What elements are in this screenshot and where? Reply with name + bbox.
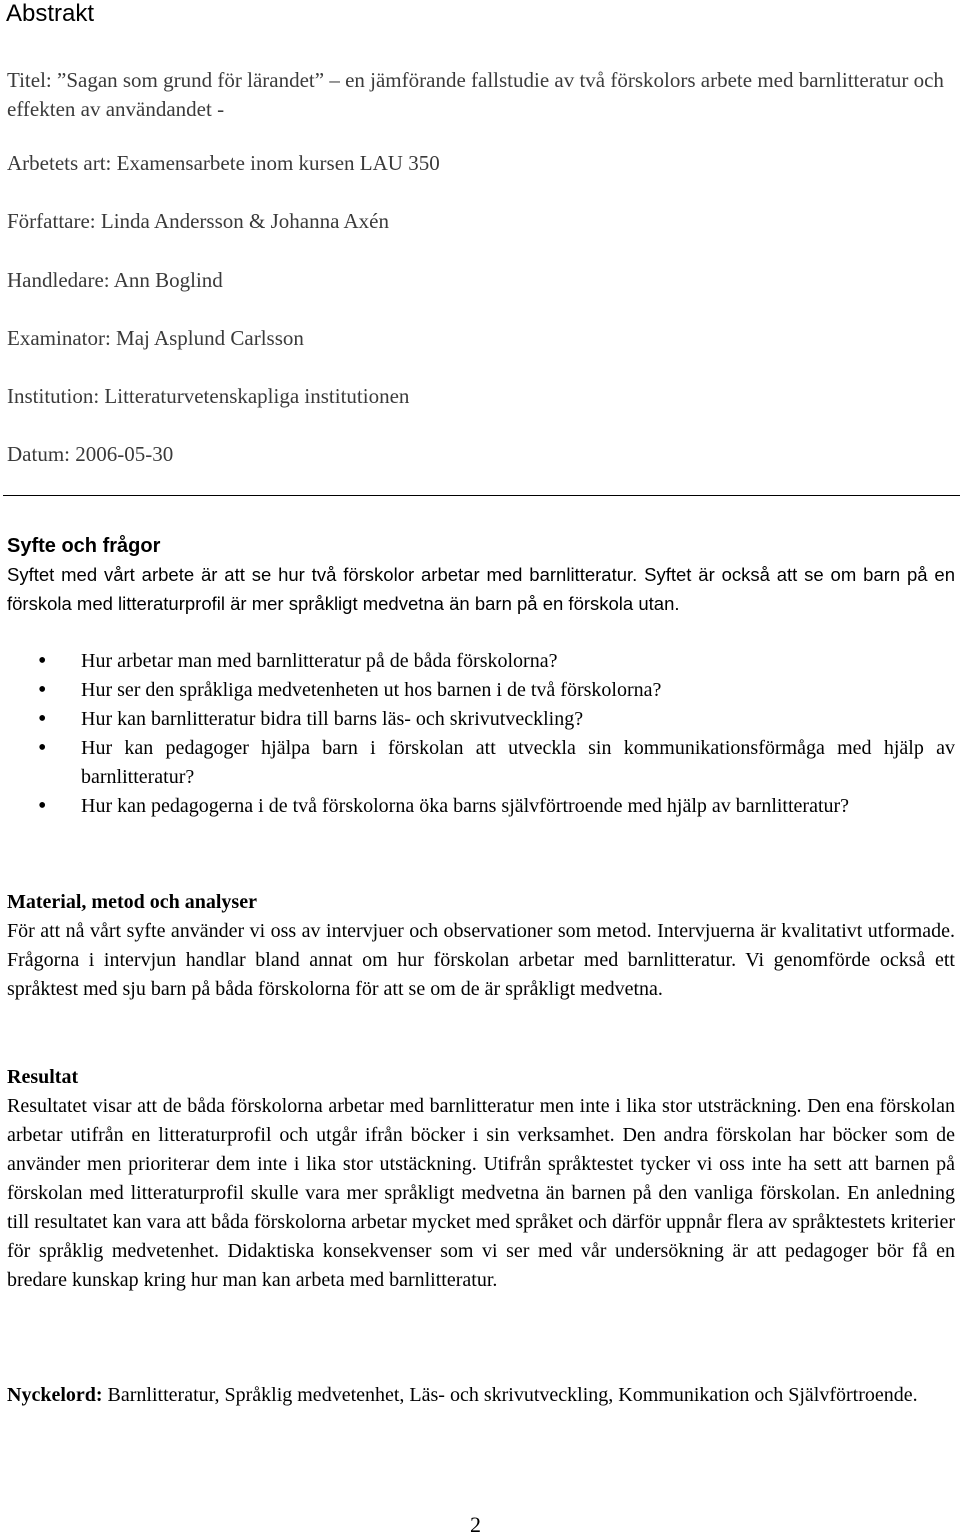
keywords-label: Nyckelord:	[7, 1384, 103, 1406]
question-item: • Hur kan pedagogerna i de två förskolorna öka barns självförtroende med hjälp av barnlitteratur?	[0, 792, 955, 821]
syfte-text: Syftet med vårt arbete är att se hur två förskolor arbetar med barnlitteratur. Syftet är också att se om barn på en förskola med litteraturprofil är mer språkligt medvetna än barn på en förskola utan.	[7, 564, 955, 614]
question-item: • Hur kan barnlitteratur bidra till barns läs- och skrivutveckling?	[0, 705, 955, 734]
resultat-heading: Resultat	[7, 1066, 79, 1088]
syfte-heading: Syfte och frågor	[7, 535, 161, 557]
meta-work-type: Arbetets art: Examensarbete inom kursen LAU 350	[7, 151, 440, 175]
question-item: • Hur ser den språkliga medvetenheten ut hos barnen i de två förskolorna?	[0, 676, 955, 705]
meta-authors: Författare: Linda Andersson & Johanna Axén	[7, 209, 389, 233]
question-list	[0, 647, 955, 821]
meta-institution: Institution: Litteraturvetenskapliga institutionen	[7, 384, 410, 408]
material-text: För att nå vårt syfte använder vi oss av intervjuer och observationer som metod. Intervjuerna är kvalitativt utformade. Frågorna i intervjun handlar bland annat om hur förskolan arbetar med barnlitteratur. Vi genomförde också ett språktest med sju barn på båda förskolorna för att se om de är språkligt medvetna.	[7, 920, 955, 1000]
meta-date: Datum: 2006-05-30	[7, 442, 174, 466]
question-item: • Hur arbetar man med barnlitteratur på de båda förskolorna?	[0, 647, 955, 676]
question-item: • Hur kan pedagoger hjälpa barn i förskolan att utveckla sin kommunikationsförmåga med hjälp av barnlitteratur?	[0, 734, 955, 792]
meta-title: Titel: ”Sagan som grund för lärandet” – en jämförande fallstudie av två förskolors arbete med barnlitteratur och effekten av användandet -	[7, 68, 944, 121]
keywords-text: Barnlitteratur, Språklig medvetenhet, Läs- och skrivutveckling, Kommunikation och Självförtroende.	[102, 1384, 918, 1406]
section-divider	[3, 495, 960, 496]
page-title: Abstrakt	[6, 0, 95, 27]
meta-supervisor: Handledare: Ann Boglind	[7, 268, 223, 292]
page-number: 2	[470, 1512, 481, 1537]
resultat-text: Resultatet visar att de båda förskolorna arbetar med barnlitteratur men inte i lika stor utsträckning. Den ena förskolan arbetar utifrån en litteraturprofil och utgår ifrån böcker i sin verksamhet. Den andra förskolan har böcker som de använder men prioriterar dem inte i lika stor utstäckning. Utifrån språktestet tycker vi oss inte ha sett att barnen på förskolan med litteraturprofil skulle vara mer språkligt medvetna än barnen på den vanliga förskolan. En anledning till resultatet kan vara att båda förskolorna arbetar mycket med språket och därför uppnår flera av språktestets kriterier för språklig medvetenhet. Didaktiska konsekvenser som vi ser med vår undersökning är att pedagoger bör få en bredare kunskap kring hur man kan arbeta med barnlitteratur.	[7, 1095, 955, 1291]
keywords	[7, 1381, 955, 1410]
material-heading: Material, metod och analyser	[7, 891, 257, 913]
meta-examiner: Examinator: Maj Asplund Carlsson	[7, 326, 304, 350]
